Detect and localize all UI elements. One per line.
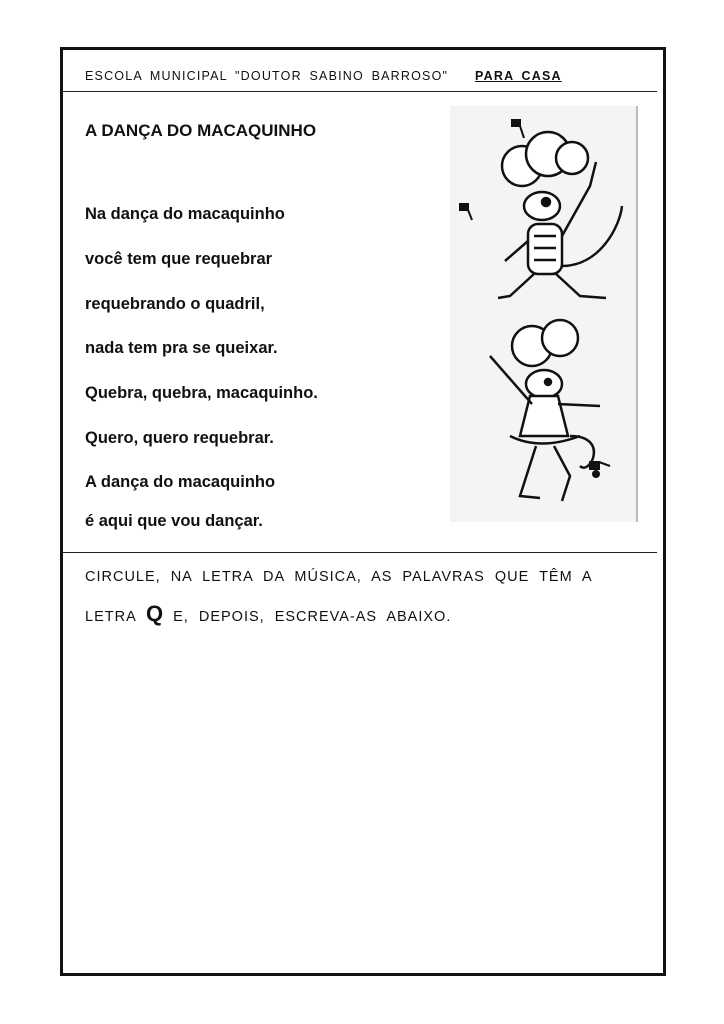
- target-letter: Q: [145, 601, 164, 626]
- verse-line: requebrando o quadril,: [85, 295, 265, 313]
- verse-line: Quebra, quebra, macaquinho.: [85, 384, 318, 402]
- verse-line: é aqui que vou dançar.: [85, 512, 263, 530]
- school-name: ESCOLA MUNICIPAL "DOUTOR SABINO BARROSO": [85, 69, 449, 83]
- worksheet-header: [85, 69, 562, 83]
- header-divider: [63, 91, 657, 92]
- instruction-suffix: E, DEPOIS, ESCREVA-AS ABAIXO.: [173, 609, 452, 625]
- verse-line: A dança do macaquinho: [85, 473, 276, 491]
- homework-tag: PARA CASA: [475, 69, 562, 83]
- instruction-line-1: CIRCULE, NA LETRA DA MÚSICA, AS PALAVRAS QUE TÊM A: [85, 569, 593, 585]
- section-divider: [63, 552, 657, 553]
- instruction-line-2: [85, 601, 451, 627]
- verse-line: você tem que requebrar: [85, 250, 273, 268]
- verse-line: nada tem pra se queixar.: [85, 339, 278, 357]
- song-title: A DANÇA DO MACAQUINHO: [85, 121, 317, 140]
- verse-line: Quero, quero requebrar.: [85, 429, 274, 447]
- instruction-prefix: LETRA: [85, 609, 136, 625]
- dancing-monkeys-illustration: [450, 106, 638, 522]
- verse-line: Na dança do macaquinho: [85, 205, 285, 223]
